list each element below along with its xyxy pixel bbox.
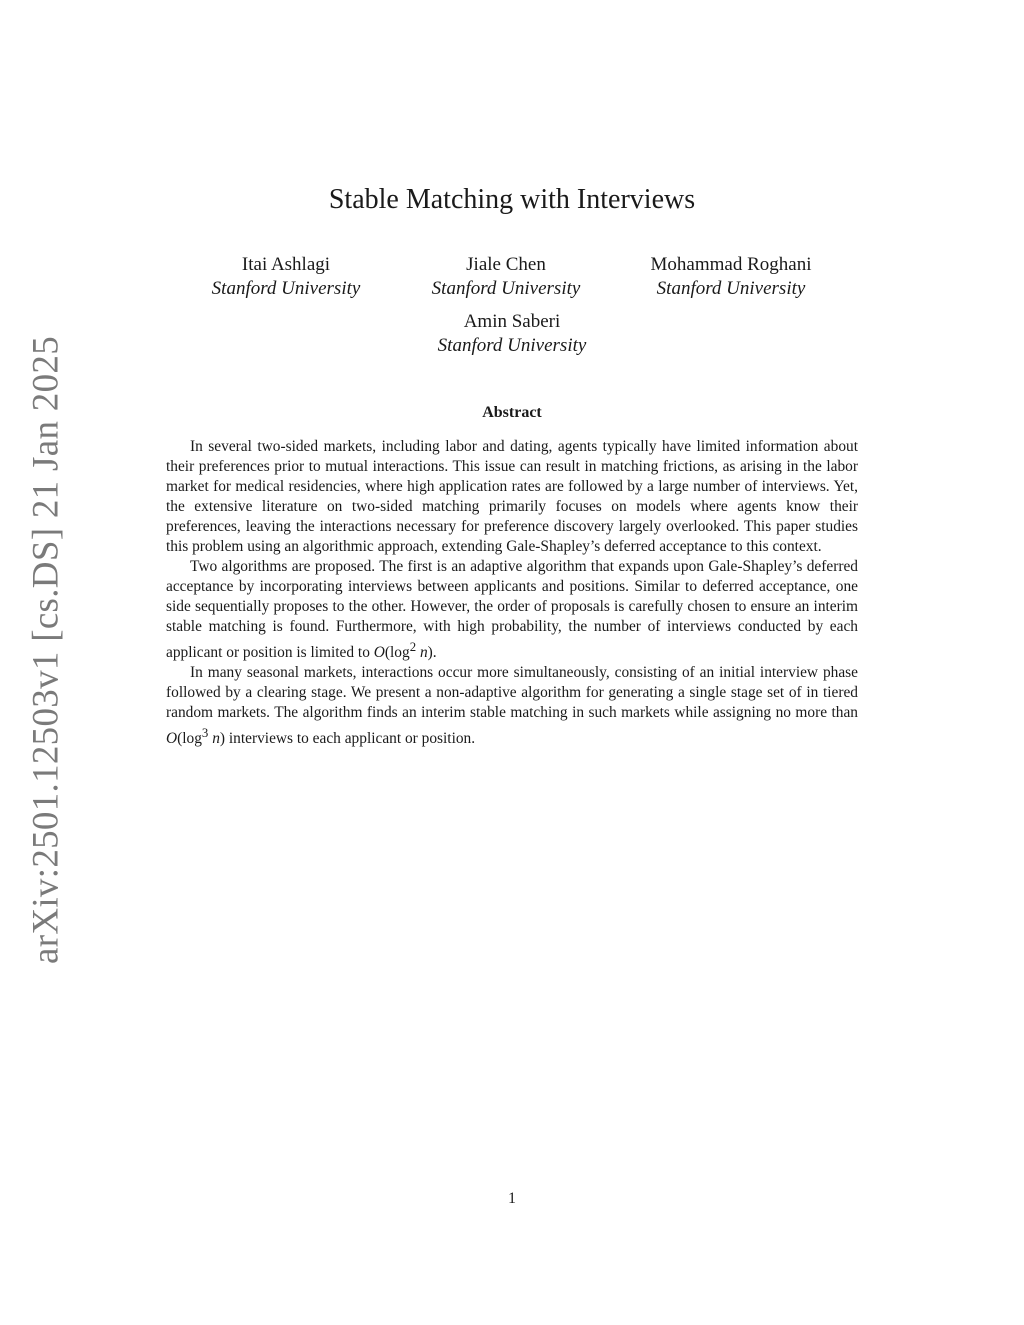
closing-paren: ). bbox=[427, 644, 437, 662]
author-affiliation: Stanford University bbox=[656, 278, 806, 299]
variable-n: n bbox=[419, 644, 428, 662]
author-affiliation: Stanford University bbox=[437, 335, 587, 356]
author-affiliation: Stanford University bbox=[431, 278, 581, 299]
author-block-1 bbox=[166, 253, 406, 301]
abstract-body bbox=[166, 437, 858, 749]
abstract-paragraph-3-text: In many seasonal markets, interactions occur more simultaneously, consisting of an initial interview phase followed by a clearing stage. We present a non-adaptive algorithm for generating a single stage set of in tiered random markets. The algorithm finds an interim stable matching in such markets while assigning no more than bbox=[166, 664, 858, 722]
log-function: (log bbox=[384, 644, 410, 662]
author-name: Amin Saberi bbox=[463, 311, 561, 332]
paper-title: Stable Matching with Interviews bbox=[328, 184, 696, 215]
page-number: 1 bbox=[508, 1190, 516, 1207]
author-name: Jiale Chen bbox=[466, 254, 546, 275]
abstract-paragraph-3 bbox=[166, 663, 858, 749]
abstract-paragraph-2-text: Two algorithms are proposed. The first is an adaptive algorithm that expands upon Gale-Shapley’s deferred acceptance by incorporating interviews between applicants and positions. Similar to deferred acceptance, one side sequentially proposes to the other. However, the order of proposals is carefully chosen to ensure an interim stable matching is found. Furthermore, with high probability, the number of interviews conducted by each applicant or position is limited to bbox=[166, 558, 858, 662]
arxiv-identifier-stamp: arXiv:2501.12503v1 [cs.DS] 21 Jan 2025 bbox=[25, 335, 67, 965]
big-o-symbol: O bbox=[373, 644, 385, 662]
interview-bound-expression bbox=[166, 726, 226, 748]
variable-n: n bbox=[212, 730, 220, 748]
author-block-2 bbox=[386, 253, 626, 301]
interview-bound-expression bbox=[373, 640, 437, 662]
author-name: Itai Ashlagi bbox=[241, 254, 331, 275]
abstract-paragraph-2 bbox=[166, 557, 858, 663]
author-block-3 bbox=[611, 253, 851, 301]
log-exponent: 3 bbox=[201, 726, 209, 741]
log-function: (log bbox=[177, 730, 202, 748]
big-o-symbol: O bbox=[166, 730, 178, 748]
abstract-heading: Abstract bbox=[482, 404, 542, 421]
author-name: Mohammad Roghani bbox=[650, 254, 812, 275]
abstract-paragraph-1: In several two-sided markets, including labor and dating, agents typically have limited information about their preferences prior to mutual interactions. This issue can result in matching frictions, as arising in the labor market for medical residencies, where high application rates are followed by a large number of interviews. Yet, the extensive literature on two-sided matching primarily focuses on models where agents know their preferences, leaving the interactions necessary for preference discovery largely overlooked. This paper studies this problem using an algorithmic approach, extending Gale-Shapley’s deferred acceptance to this context. bbox=[166, 438, 858, 555]
log-exponent: 2 bbox=[409, 640, 417, 654]
abstract-paragraph-3-tail: interviews to each applicant or position. bbox=[228, 730, 476, 748]
author-block-4 bbox=[392, 310, 632, 358]
author-affiliation: Stanford University bbox=[211, 278, 361, 299]
closing-paren: ) bbox=[219, 730, 226, 748]
